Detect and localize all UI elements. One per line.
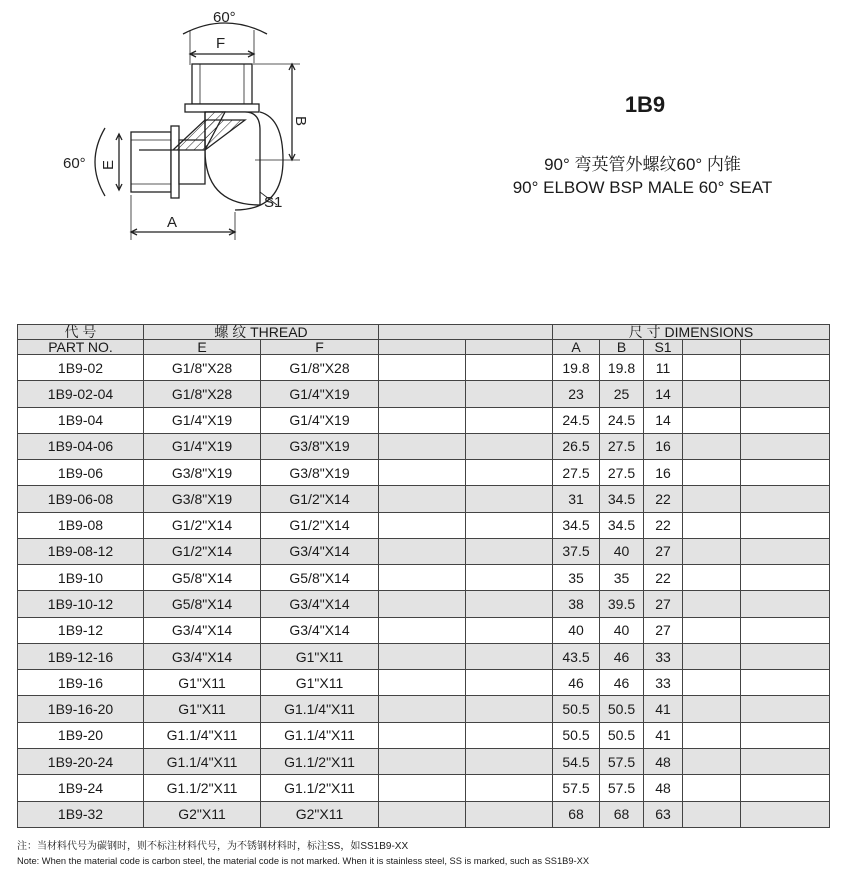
cell-dim-b: 46 (600, 670, 644, 696)
cell-blank (741, 643, 830, 669)
cell-dim-b: 27.5 (600, 460, 644, 486)
cell-blank (741, 355, 830, 381)
cell-blank (683, 512, 741, 538)
cell-part-no: 1B9-20 (18, 722, 144, 748)
table-row (18, 617, 830, 643)
cell-blank (379, 538, 466, 564)
table-row (18, 565, 830, 591)
cell-dim-b: 39.5 (600, 591, 644, 617)
cell-part-no: 1B9-02-04 (18, 381, 144, 407)
cell-blank (466, 565, 553, 591)
header-dimensions: 尺 寸 DIMENSIONS (553, 325, 830, 340)
table-row (18, 433, 830, 459)
cell-dim-s1: 33 (644, 643, 683, 669)
cell-blank (683, 538, 741, 564)
cell-dim-s1: 22 (644, 565, 683, 591)
cell-blank (741, 407, 830, 433)
cell-dim-a: 31 (553, 486, 600, 512)
cell-thread-f: G1/8"X28 (261, 355, 379, 381)
cell-thread-e: G1/4"X19 (144, 433, 261, 459)
cell-blank (683, 381, 741, 407)
cell-blank (379, 775, 466, 801)
cell-dim-b: 40 (600, 538, 644, 564)
cell-blank (466, 433, 553, 459)
header-row-1 (18, 325, 830, 340)
note-chinese: 注：当材料代号为碳钢时，则不标注材料代号，为不锈钢材料时，标注SS，如SS1B9-XX (17, 841, 409, 852)
cell-thread-f: G1"X11 (261, 670, 379, 696)
cell-thread-f: G3/8"X19 (261, 433, 379, 459)
title-chinese: 90° 弯英管外螺纹60° 内锥 (544, 155, 741, 174)
cell-dim-b: 40 (600, 617, 644, 643)
cell-blank (741, 775, 830, 801)
cell-thread-e: G1/8"X28 (144, 381, 261, 407)
table-row (18, 407, 830, 433)
cell-thread-e: G1/2"X14 (144, 512, 261, 538)
cell-blank (741, 722, 830, 748)
cell-blank (466, 381, 553, 407)
cell-dim-s1: 27 (644, 617, 683, 643)
cell-blank (379, 801, 466, 827)
cell-blank (379, 722, 466, 748)
cell-blank (466, 538, 553, 564)
cell-blank (379, 512, 466, 538)
cell-part-no: 1B9-06-08 (18, 486, 144, 512)
table-row (18, 722, 830, 748)
cell-part-no: 1B9-10 (18, 565, 144, 591)
cell-thread-f: G1.1/2"X11 (261, 775, 379, 801)
cell-blank (466, 775, 553, 801)
cell-part-no: 1B9-02 (18, 355, 144, 381)
cell-dim-s1: 16 (644, 433, 683, 459)
cell-thread-f: G2"X11 (261, 801, 379, 827)
cell-blank (741, 617, 830, 643)
header-a: A (553, 340, 600, 355)
cell-thread-e: G3/8"X19 (144, 486, 261, 512)
cell-blank (379, 565, 466, 591)
cell-blank (683, 565, 741, 591)
cell-thread-e: G1.1/2"X11 (144, 775, 261, 801)
cell-part-no: 1B9-12 (18, 617, 144, 643)
specification-table (17, 324, 830, 828)
cell-dim-s1: 14 (644, 381, 683, 407)
cell-dim-s1: 16 (644, 460, 683, 486)
cell-blank (683, 486, 741, 512)
cell-dim-a: 54.5 (553, 748, 600, 774)
cell-dim-a: 46 (553, 670, 600, 696)
cell-blank (683, 722, 741, 748)
cell-dim-s1: 14 (644, 407, 683, 433)
cell-dim-b: 57.5 (600, 775, 644, 801)
cell-blank (741, 801, 830, 827)
table-row (18, 355, 830, 381)
header-blank-4 (741, 340, 830, 355)
cell-dim-s1: 33 (644, 670, 683, 696)
table-row (18, 696, 830, 722)
cell-thread-e: G1.1/4"X11 (144, 722, 261, 748)
table-row (18, 512, 830, 538)
cell-dim-b: 34.5 (600, 512, 644, 538)
cell-blank (466, 696, 553, 722)
cell-thread-f: G1.1/2"X11 (261, 748, 379, 774)
cell-blank (741, 381, 830, 407)
cell-thread-f: G1/4"X19 (261, 381, 379, 407)
cell-blank (466, 722, 553, 748)
cell-part-no: 1B9-20-24 (18, 748, 144, 774)
cell-dim-a: 23 (553, 381, 600, 407)
title-english: 90° ELBOW BSP MALE 60° SEAT (512, 178, 773, 197)
cell-dim-b: 46 (600, 643, 644, 669)
cell-thread-f: G1/4"X19 (261, 407, 379, 433)
cell-blank (683, 801, 741, 827)
cell-blank (466, 748, 553, 774)
label-f: F (216, 35, 226, 52)
label-b: B (292, 116, 309, 127)
cell-thread-f: G1.1/4"X11 (261, 696, 379, 722)
cell-blank (379, 381, 466, 407)
cell-dim-a: 50.5 (553, 696, 600, 722)
label-left-angle: 60° (63, 155, 86, 172)
cell-dim-b: 34.5 (600, 486, 644, 512)
cell-blank (466, 670, 553, 696)
cell-blank (741, 591, 830, 617)
header-code-cn: 代 号 (18, 325, 144, 340)
cell-dim-b: 68 (600, 801, 644, 827)
cell-dim-a: 40 (553, 617, 600, 643)
label-s1: S1 (264, 194, 283, 211)
table-row (18, 643, 830, 669)
cell-dim-b: 25 (600, 381, 644, 407)
cell-thread-e: G2"X11 (144, 801, 261, 827)
cell-dim-b: 27.5 (600, 433, 644, 459)
cell-part-no: 1B9-24 (18, 775, 144, 801)
cell-part-no: 1B9-08 (18, 512, 144, 538)
table-row (18, 775, 830, 801)
table-row (18, 670, 830, 696)
cell-blank (379, 748, 466, 774)
header-part-no: PART NO. (18, 340, 144, 355)
cell-blank (741, 696, 830, 722)
cell-blank (466, 591, 553, 617)
cell-blank (466, 355, 553, 381)
cell-blank (683, 670, 741, 696)
table-row (18, 381, 830, 407)
cell-blank (379, 591, 466, 617)
table-row (18, 538, 830, 564)
cell-dim-s1: 27 (644, 538, 683, 564)
cell-blank (466, 617, 553, 643)
cell-blank (741, 565, 830, 591)
cell-blank (741, 486, 830, 512)
label-top-angle: 60° (213, 9, 236, 26)
cell-thread-e: G1/8"X28 (144, 355, 261, 381)
fitting-drawing (55, 0, 315, 245)
cell-dim-s1: 27 (644, 591, 683, 617)
cell-blank (741, 748, 830, 774)
label-e: E (100, 159, 117, 170)
cell-blank (379, 407, 466, 433)
cell-dim-b: 57.5 (600, 748, 644, 774)
cell-blank (741, 460, 830, 486)
cell-thread-e: G1"X11 (144, 670, 261, 696)
cell-blank (379, 696, 466, 722)
cell-thread-f: G3/4"X14 (261, 591, 379, 617)
cell-blank (379, 617, 466, 643)
cell-dim-b: 24.5 (600, 407, 644, 433)
cell-part-no: 1B9-06 (18, 460, 144, 486)
cell-dim-a: 50.5 (553, 722, 600, 748)
table-row (18, 591, 830, 617)
cell-blank (466, 801, 553, 827)
cell-blank (466, 486, 553, 512)
cell-dim-s1: 48 (644, 748, 683, 774)
cell-dim-a: 27.5 (553, 460, 600, 486)
cell-part-no: 1B9-32 (18, 801, 144, 827)
cell-thread-e: G1/2"X14 (144, 538, 261, 564)
cell-part-no: 1B9-04 (18, 407, 144, 433)
header-row-2 (18, 340, 830, 355)
cell-part-no: 1B9-16-20 (18, 696, 144, 722)
header-blank (379, 325, 553, 340)
cell-dim-s1: 22 (644, 512, 683, 538)
cell-blank (379, 460, 466, 486)
header-e: E (144, 340, 261, 355)
cell-blank (379, 355, 466, 381)
table-row (18, 748, 830, 774)
cell-blank (741, 433, 830, 459)
cell-blank (379, 670, 466, 696)
cell-dim-a: 37.5 (553, 538, 600, 564)
cell-dim-s1: 11 (644, 355, 683, 381)
product-code: 1B9 (624, 92, 666, 117)
header-thread: 螺 纹 THREAD (144, 325, 379, 340)
cell-thread-e: G1.1/4"X11 (144, 748, 261, 774)
header-s1: S1 (644, 340, 683, 355)
cell-dim-b: 35 (600, 565, 644, 591)
cell-blank (683, 617, 741, 643)
cell-part-no: 1B9-08-12 (18, 538, 144, 564)
header-b: B (600, 340, 644, 355)
table-row (18, 801, 830, 827)
cell-blank (379, 433, 466, 459)
cell-thread-f: G3/4"X14 (261, 538, 379, 564)
cell-thread-e: G5/8"X14 (144, 591, 261, 617)
cell-dim-b: 19.8 (600, 355, 644, 381)
cell-dim-s1: 22 (644, 486, 683, 512)
label-a: A (167, 214, 178, 231)
cell-part-no: 1B9-04-06 (18, 433, 144, 459)
cell-dim-s1: 48 (644, 775, 683, 801)
cell-thread-f: G1/2"X14 (261, 512, 379, 538)
cell-blank (741, 512, 830, 538)
cell-dim-s1: 41 (644, 696, 683, 722)
note-english: Note: When the material code is carbon steel, the material code is not marked. When it is stainless steel, SS is marked, such as SS1B9-XX (17, 856, 590, 866)
header-blank-2 (466, 340, 553, 355)
cell-part-no: 1B9-12-16 (18, 643, 144, 669)
cell-blank (379, 643, 466, 669)
cell-blank (466, 643, 553, 669)
cell-dim-a: 35 (553, 565, 600, 591)
cell-dim-b: 50.5 (600, 696, 644, 722)
cell-dim-a: 68 (553, 801, 600, 827)
cell-dim-a: 57.5 (553, 775, 600, 801)
cell-blank (683, 460, 741, 486)
cell-blank (741, 670, 830, 696)
cell-blank (683, 643, 741, 669)
cell-blank (741, 538, 830, 564)
cell-dim-b: 50.5 (600, 722, 644, 748)
cell-dim-a: 43.5 (553, 643, 600, 669)
cell-thread-e: G5/8"X14 (144, 565, 261, 591)
cell-thread-f: G1/2"X14 (261, 486, 379, 512)
cell-dim-s1: 41 (644, 722, 683, 748)
cell-dim-a: 24.5 (553, 407, 600, 433)
cell-blank (683, 407, 741, 433)
cell-thread-f: G1"X11 (261, 643, 379, 669)
header-blank-1 (379, 340, 466, 355)
cell-blank (683, 748, 741, 774)
cell-blank (466, 460, 553, 486)
cell-thread-e: G3/4"X14 (144, 643, 261, 669)
cell-thread-e: G1"X11 (144, 696, 261, 722)
cell-blank (683, 696, 741, 722)
table-row (18, 486, 830, 512)
cell-thread-f: G1.1/4"X11 (261, 722, 379, 748)
cell-blank (466, 407, 553, 433)
header-blank-3 (683, 340, 741, 355)
cell-thread-e: G3/8"X19 (144, 460, 261, 486)
cell-thread-f: G3/4"X14 (261, 617, 379, 643)
cell-dim-a: 34.5 (553, 512, 600, 538)
table-row (18, 460, 830, 486)
cell-dim-a: 38 (553, 591, 600, 617)
cell-blank (466, 512, 553, 538)
cell-dim-s1: 63 (644, 801, 683, 827)
cell-blank (683, 775, 741, 801)
cell-part-no: 1B9-10-12 (18, 591, 144, 617)
cell-blank (683, 355, 741, 381)
cell-thread-e: G3/4"X14 (144, 617, 261, 643)
cell-blank (379, 486, 466, 512)
cell-dim-a: 19.8 (553, 355, 600, 381)
cell-part-no: 1B9-16 (18, 670, 144, 696)
cell-dim-a: 26.5 (553, 433, 600, 459)
cell-thread-f: G5/8"X14 (261, 565, 379, 591)
header-f: F (261, 340, 379, 355)
cell-thread-f: G3/8"X19 (261, 460, 379, 486)
cell-blank (683, 433, 741, 459)
cell-blank (683, 591, 741, 617)
cell-thread-e: G1/4"X19 (144, 407, 261, 433)
